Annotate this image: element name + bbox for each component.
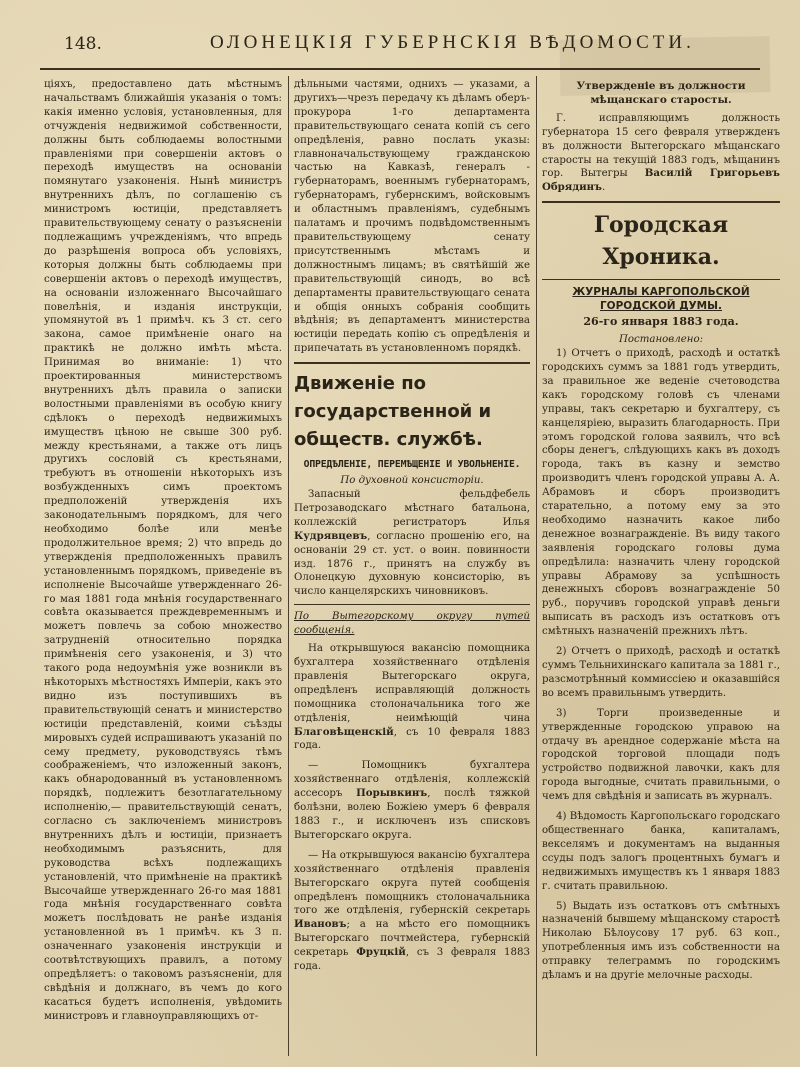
page-number: 148. — [64, 34, 102, 54]
person-name: Ивановъ — [294, 918, 347, 931]
section-rule — [542, 201, 780, 203]
city-chronicle-title: Городская Хроника. — [593, 212, 729, 271]
appointment-text: Г. исправляющимъ должность губернатора 15 сего февраля утвержденъ въ должности Вытегорскаго мѣщанскаго старосты на текущій 1883 годъ, мѣщанинъ гор. Вытегры Василій Григорьевъ Обрядинъ. — [542, 112, 780, 194]
consistory-entry: Запасный фельдфебель Петрозаводскаго мѣстнаго батальона, коллежскій регистраторъ Илья Кудрявцевъ, согласно прошенію его, на основаніи 29 ст. уст. о воин. повинности изд. 1876 г., принятъ на службу въ Олонецкую духовную консисторію, въ число канцелярскихъ чиновниковъ. — [294, 489, 530, 598]
section-rule — [294, 362, 530, 364]
column-divider — [288, 76, 289, 1056]
divider — [542, 279, 780, 280]
header-rule — [40, 68, 760, 70]
vytegra-entry: — Помощникъ бухгалтера хозяйственнаго отдѣленія, коллежскій ассесоръ Порывкинъ, послѣ тяжкой болѣзни, волею Божіею умеръ 6 февраля 1883 г., и исключенъ изъ списковъ Вытегорскаго округа. — [294, 760, 530, 841]
duma-journal-title: ЖУРНАЛЫ КАРГОПОЛЬСКОЙ ГОРОДСКОЙ ДУМЫ. — [572, 286, 750, 313]
subsection-title: ОПРЕДѢЛЕНІЕ, ПЕРЕМѢЩЕНІЕ И УВОЛЬНЕНІЕ. — [303, 459, 521, 471]
section-title-service: Движеніе по государственной и обществ. службѣ. — [294, 373, 492, 451]
resolution-item: 2) Отчетъ о приходѣ, расходѣ и остаткѣ суммъ Тельнихинскаго капитала за 1881 г., разсмотрѣнный коммиссіею и оказавшійся во всемъ правильнымъ утвердить. — [542, 646, 780, 699]
column-2 — [294, 78, 530, 1053]
resolution-item: 4) Вѣдомость Каргопольскаго городскаго общественнаго банка, капиталамъ, векселямъ и документамъ на выданныя ссуды подъ залогъ процентныхъ бумагъ и недвижимыхъ имуществъ къ 1 января 1883 г. считать правильною. — [542, 811, 780, 892]
consistory-heading: По духовной консисторіи. — [340, 475, 484, 487]
vytegra-heading: По Вытегорскому округу путей сообщенія. — [294, 611, 530, 637]
person-name: Порывкинъ — [356, 787, 428, 800]
person-name: Василій Григорьевъ Обрядинъ — [542, 167, 780, 194]
resolution-item: 3) Торги произведенные и утвержденные городскою управою на отдачу въ арендное содержаніе мѣста на городской торговой площади подъ устройство подвижной лавочки, какъ для города выгодные, считать правильными, о чемъ для свѣдѣнія и записать въ журналъ. — [542, 707, 780, 803]
resolution-item: 1) Отчетъ о приходѣ, расходѣ и остаткѣ городскихъ суммъ за 1881 годъ утвердить, за правильное же веденіе счетоводства какъ городскому головѣ съ членами управы, такъ секретарю и бухгалтеру, съ канцеляріею, выразить благодарность. При этомъ городской голова заявилъ, что всѣ сборы денегъ, слѣдующихъ какъ въ доходъ города, такъ въ казну и земство производитъ членъ городской управы А. А. Абрамовъ и сборъ производитъ старательно, а потому ему за это необходимо назначить какое либо денежное вознагражденіе. Въ виду такого заявленія городскаго головы дума опредѣлила: назначить члену городской управы Абрамову за успѣшность денежныхъ сборовъ вознагражденіе 50 руб., поручивъ городской управѣ деньги выписать въ расходъ изъ остатковъ отъ смѣтныхъ назначеній прежнихъ лѣтъ. — [542, 348, 780, 638]
person-name: Благовѣщенскій — [294, 725, 394, 738]
column-1 — [44, 78, 282, 1053]
page-header — [40, 28, 760, 60]
column-3 — [542, 78, 780, 1053]
law-text-paragraph: ціяхъ, предоставлено дать мѣстнымъ начальствамъ ближайшія указанія о томъ: какія именно условія, установленныя, для отчужденія недвижимой собственности, должны быть соблюдаемы волостными правленіями при совершеніи актовъ о переходѣ имуществъ на основаніи помянутаго узаконенія. Нынѣ министръ внутреннихъ дѣлъ, по соглашенію съ министромъ юстиціи, представляетъ правительствующему сенату о разъясненіи подлежащимъ учрежденіямъ, что впредь до разрѣшенія вопроса объ условіяхъ, которыя должны быть соблюдаемы при совершеніи актовъ о переходѣ имуществъ, на основаніи изложеннаго Высочайшаго повелѣнія, и изданія инструкціи, упомянутой въ 1 примѣч. къ 3 ст. сего закона, самое примѣненіе онаго на практикѣ не должно имѣть мѣста. Принимая во вниманіе: 1) что проектированныя министерствомъ внутреннихъ дѣлъ правила о записки волостными правленіями въ особую книгу сдѣлокъ о переходѣ недвижимыхъ имуществъ цѣною не свыше 300 руб. между крестьянами, а также отъ лицъ другихъ сословій съ крестьянами, требуютъ въ отношеніи нѣкоторыхъ изъ возбужденныхъ симъ проектомъ предположеній утвержденія ихъ законодательнымъ порядкомъ, для чего необходимо болѣе или менѣе продолжительное время; 2) что впредь до утвержденія предположенныхъ правилъ установленнымъ порядкомъ, приведеніе въ исполненіе Высочайше утвержденнаго 26-го мая 1881 года мнѣнія государственнаго совѣта оказывается преждевременнымъ и можетъ повлечь за собою множество затрудненій относительно порядка примѣненія сего узаконенія, и 3) что такого рода недоумѣнія уже возникли въ нѣкоторыхъ мѣстностяхъ Имперіи, какъ это видно изъ поступившихъ въ правительствующій сенатъ и министерство юстиціи представленій, коими съѣзды мировыхъ судей испрашиваютъ указаній по сему предмету, руководствуясь тѣмъ соображеніемъ, что изложенный законъ, какъ обнародованный въ установленномъ порядкѣ, подлежитъ безотлагательному исполненію,— правительствующій сенатъ, согласно съ заключеніемъ министровъ внутреннихъ дѣлъ и юстиціи, признаетъ необходимымъ разъяснить, для руководства всѣхъ подлежащихъ установленій, что примѣненіе на практикѣ Высочайше утвержденнаго 26-го мая 1881 года мнѣнія государственнаго совѣта можетъ послѣдовать не ранѣе изданія установленной въ 1 примѣч. къ 3 п. означеннаго узаконенія инструкціи и соотвѣтствующихъ правилъ, а потому опредѣляетъ: о таковомъ разъясненіи, для свѣдѣнія и должнаго, въ чемъ до кого касаться будетъ исполненія, увѣдомить министровъ и главноуправляющихъ от- — [44, 79, 282, 1022]
person-name: Фруцкій — [356, 946, 406, 959]
resolved-heading: Постановлено: — [618, 334, 704, 346]
divider — [294, 604, 530, 605]
masthead: ОЛОНЕЦКІЯ ГУБЕРНСКІЯ ВѢДОМОСТИ. — [210, 32, 695, 53]
person-name: Кудрявцевъ — [294, 529, 368, 542]
vytegra-entry: — На открывшуюся вакансію бухгалтера хозяйственнаго отдѣленія правленія Вытегорскаго округа путей сообщенія опредѣленъ помощникъ столоначальника того же отдѣленія, губернскій секретарь Ивановъ; а на мѣсто его помощникъ Вытегорскаго почтмейстера, губернскій секретарь Фруцкій, съ 3 февраля 1883 года. — [294, 849, 530, 973]
resolution-item: 5) Выдать изъ остатковъ отъ смѣтныхъ назначеній бывшему мѣщанскому старостѣ Николаю Бѣлоусову 17 руб. 63 коп., употребленныя имъ изъ собственности на отправку телеграммъ по городскимъ дѣламъ и на другіе мелочные расходы. — [542, 900, 780, 982]
appointment-title: Утвержденіе въ должности мѣщанскаго старосты. — [576, 80, 746, 106]
vytegra-entry: На открывшуюся вакансію помощника бухгалтера хозяйственнаго отдѣленія правленія Вытегорскаго округа, опредѣленъ исправляющій должность помощника столоначальника того же отдѣленія, неимѣющій чина Благовѣщенскій, съ 10 февраля 1883 года. — [294, 643, 530, 752]
column-divider — [536, 76, 537, 1056]
law-text-continuation: дѣльными частями, однихъ — указами, а другихъ—чрезъ передачу къ дѣламъ оберъ-прокурора 1-го департамента правительствующаго сената копій съ сего опредѣленія, равно послать указы: главноначальствующему гражданскою частью на Кавказѣ, генералъ - губернаторамъ, военнымъ губернаторамъ, губернаторамъ, губернскимъ, войсковымъ и областнымъ правленіямъ, судебнымъ палатамъ и прочимъ подвѣдомственнымъ правительствующему сенату присутственнымъ мѣстамъ и должностнымъ лицамъ; въ святѣйшій же правительствующій синодъ, во всѣ департаменты правительствующаго сената и общія онныхъ собранія сообщить вѣдѣнія; въ департаментъ министерства юстиціи передать копію съ опредѣленія и припечатать въ установленномъ порядкѣ. — [294, 79, 530, 355]
duma-journal-date: 26-го января 1883 года. — [583, 315, 739, 329]
